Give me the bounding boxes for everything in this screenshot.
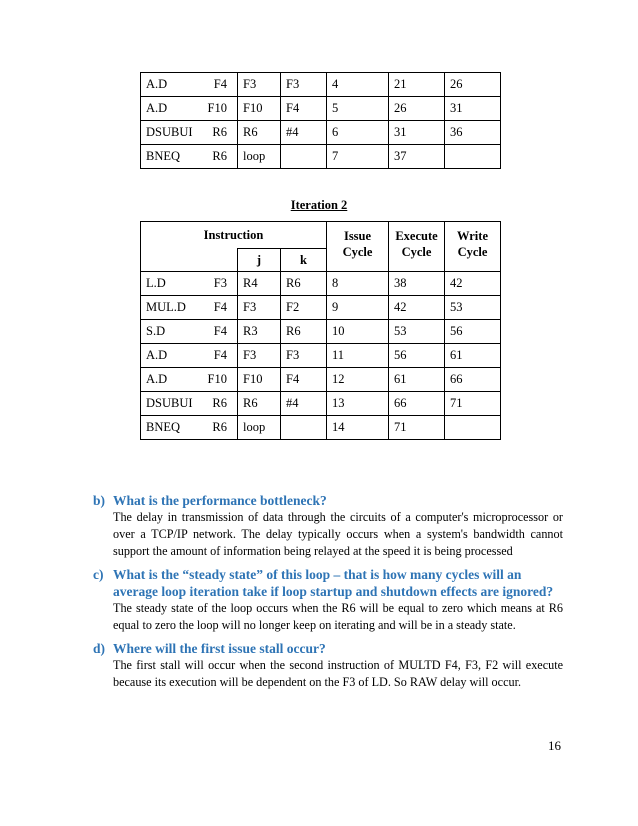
write-cycle-header: Write Cycle <box>445 222 501 272</box>
table-cell: F3 <box>203 272 238 296</box>
table-cell: 66 <box>445 368 501 392</box>
table-cell: R6 <box>281 320 327 344</box>
table-cell: 53 <box>445 296 501 320</box>
table-cell: 13 <box>327 392 389 416</box>
question-b: b) What is the performance bottleneck? <box>93 493 327 508</box>
table-row <box>141 416 501 440</box>
answer-b: The delay in transmission of data through the circuits of a computer's microprocessor or over a TCP/IP network. The delay typically occurs when a system's bandwidth cannot support the amount of information being relayed at the speed it is being processed <box>113 510 563 558</box>
table-cell: 71 <box>445 392 501 416</box>
table-cell: 56 <box>445 320 501 344</box>
table-cell: F10 <box>203 368 238 392</box>
table-cell: F2 <box>281 296 327 320</box>
table-cell: 9 <box>327 296 389 320</box>
k-header: k <box>281 249 327 272</box>
table-row <box>141 296 501 320</box>
table-cell: 56 <box>389 344 445 368</box>
iteration-2-title: Iteration 2 <box>290 198 348 212</box>
table-cell: 38 <box>389 272 445 296</box>
table-cell: F4 <box>281 97 327 121</box>
execute-cycle-header: Execute Cycle <box>389 222 445 272</box>
table-cell <box>445 416 501 440</box>
table-cell: F10 <box>238 368 281 392</box>
table-cell: R6 <box>203 121 238 145</box>
table-cell: F4 <box>203 344 238 368</box>
table-cell: #4 <box>281 121 327 145</box>
iteration-2-table <box>140 221 501 440</box>
table-cell: 37 <box>389 145 445 169</box>
answer-d: The first stall will occur when the second instruction of MULTD F4, F3, F2 will execute because its execution will be dependent on the F3 of LD. So RAW delay will occur. <box>113 658 563 689</box>
table-cell: 4 <box>327 73 389 97</box>
table-cell: 61 <box>445 344 501 368</box>
instruction-blank-header <box>141 249 238 272</box>
table-cell: MUL.D <box>141 296 203 320</box>
answer-c: The steady state of the loop occurs when the R6 will be equal to zero which means at R6 equal to zero the loop will no longer keep on iterating and will be in a steady state. <box>113 601 563 632</box>
table-row <box>141 320 501 344</box>
table-cell: F10 <box>203 97 238 121</box>
table-cell <box>445 145 501 169</box>
table-cell: BNEQ <box>141 145 203 169</box>
table-cell: 10 <box>327 320 389 344</box>
table-cell: F3 <box>281 73 327 97</box>
table-cell: 31 <box>389 121 445 145</box>
table-cell: F4 <box>281 368 327 392</box>
table-cell: 7 <box>327 145 389 169</box>
table-cell: R6 <box>203 145 238 169</box>
table-cell: 12 <box>327 368 389 392</box>
table-cell: 53 <box>389 320 445 344</box>
instruction-header: Instruction <box>141 222 327 249</box>
table-cell: 36 <box>445 121 501 145</box>
table-cell: A.D <box>141 73 203 97</box>
table-cell: F10 <box>238 97 281 121</box>
table-cell: #4 <box>281 392 327 416</box>
table-cell: 31 <box>445 97 501 121</box>
table-cell: 26 <box>445 73 501 97</box>
table-cell: BNEQ <box>141 416 203 440</box>
table-cell: 71 <box>389 416 445 440</box>
table-row <box>141 344 501 368</box>
table-cell: F4 <box>203 296 238 320</box>
table-cell: 8 <box>327 272 389 296</box>
table-cell: F4 <box>203 320 238 344</box>
question-d: d) Where will the first issue stall occur? <box>93 641 326 656</box>
table-cell: R6 <box>238 392 281 416</box>
table-cell: loop <box>238 416 281 440</box>
table-row <box>141 368 501 392</box>
question-c-block <box>93 566 563 634</box>
table-cell: S.D <box>141 320 203 344</box>
table-cell: A.D <box>141 97 203 121</box>
table-cell: 42 <box>389 296 445 320</box>
table-cell: loop <box>238 145 281 169</box>
table-row <box>141 392 501 416</box>
table-row <box>141 121 501 145</box>
table-cell: R6 <box>238 121 281 145</box>
table-cell: F4 <box>203 73 238 97</box>
table-cell: F3 <box>238 73 281 97</box>
issue-cycle-header: Issue Cycle <box>327 222 389 272</box>
table-row <box>141 272 501 296</box>
iteration-1-tail-table <box>140 72 501 169</box>
page-number: 16 <box>548 738 561 753</box>
table-cell: 5 <box>327 97 389 121</box>
table-cell: L.D <box>141 272 203 296</box>
question-b-block <box>93 492 563 560</box>
table-cell: 6 <box>327 121 389 145</box>
table-cell: F3 <box>281 344 327 368</box>
table-cell: DSUBUI <box>141 392 203 416</box>
table-row <box>141 145 501 169</box>
j-header: j <box>238 249 281 272</box>
table-cell: R6 <box>203 416 238 440</box>
question-c: c) What is the “steady state” of this loop – that is how many cycles will an average loop iteration take if loop startup and shutdown effects are ignored? <box>93 567 554 599</box>
table-cell: A.D <box>141 368 203 392</box>
table-row <box>141 73 501 97</box>
question-d-block <box>93 640 563 691</box>
table-cell: F3 <box>238 344 281 368</box>
table-cell: 61 <box>389 368 445 392</box>
table-cell: R3 <box>238 320 281 344</box>
table-cell: 14 <box>327 416 389 440</box>
table-cell: F3 <box>238 296 281 320</box>
table-cell: A.D <box>141 344 203 368</box>
table-cell <box>281 416 327 440</box>
table-cell: R6 <box>203 392 238 416</box>
table-cell: DSUBUI <box>141 121 203 145</box>
table-cell: R6 <box>281 272 327 296</box>
table-cell: 21 <box>389 73 445 97</box>
table-cell: 66 <box>389 392 445 416</box>
table-cell: R4 <box>238 272 281 296</box>
table-cell <box>281 145 327 169</box>
table-cell: 11 <box>327 344 389 368</box>
table-row <box>141 97 501 121</box>
table-cell: 42 <box>445 272 501 296</box>
table-cell: 26 <box>389 97 445 121</box>
